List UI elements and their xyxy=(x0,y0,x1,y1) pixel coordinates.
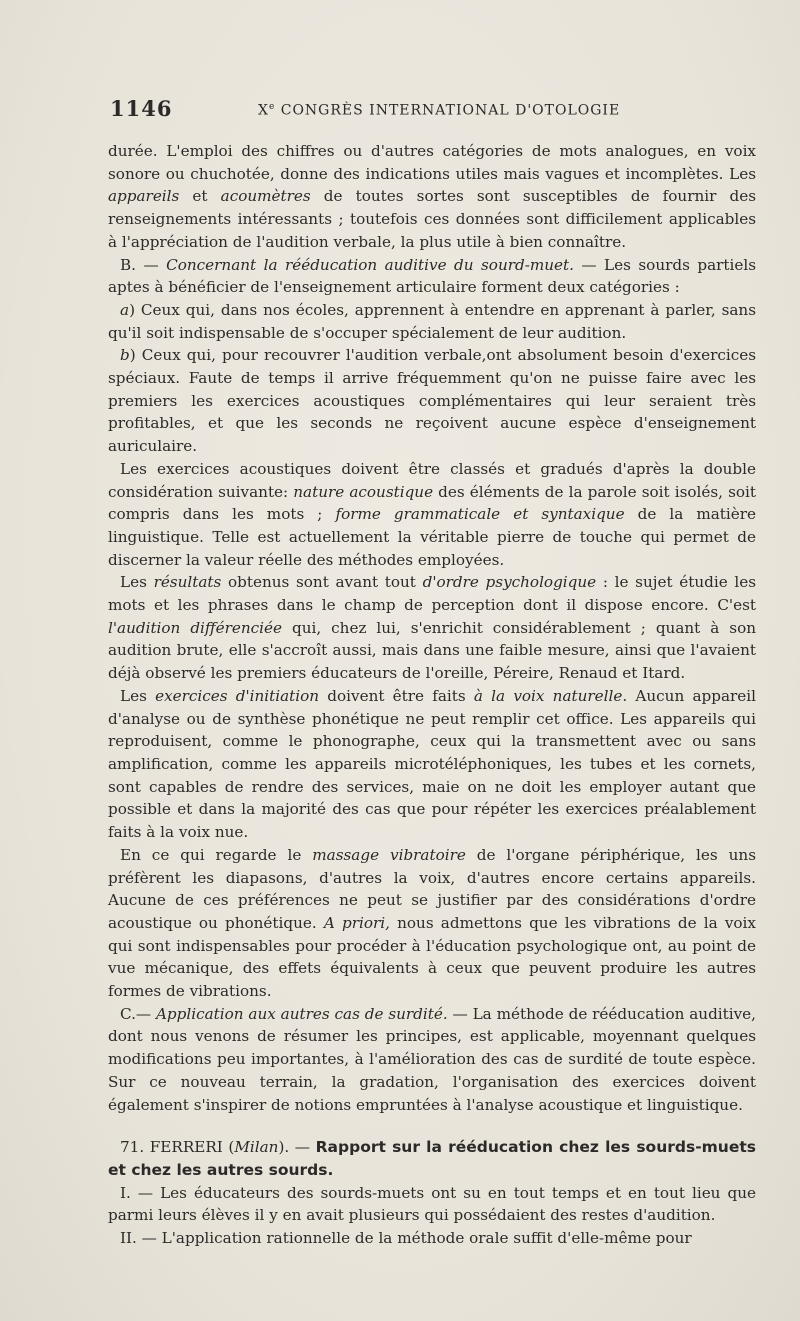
paragraph: b) Ceux qui, pour recouvrer l'audition verbale,ont absolument besoin d'exercices spéciaux. Faute de temps il arrive fréquemment qu'on ne puisse faire avec les premiers les exercices acoustiques complémentaires qui leur seraient très profitables, et que les seconds ne reçoivent aucune espèce d'enseignement auriculaire. xyxy=(108,346,756,456)
paragraph: Les exercices d'initiation doivent être faits à la voix naturelle. Aucun appareil d'analyse ou de synthèse phonétique ne peut remplir cet office. Les appareils qui reproduisent, comme le phonographe, ceux qui la transmettent avec ou sans amplification, comme les appareils microtéléphoniques, les tubes et les cornets, sont capables de rendre des services, maie on ne doit les employer autant que possible et dans la majorité des cas que pour répéter les exercices préalablement faits à la voix nue. xyxy=(108,686,756,842)
paragraph: II. — L'application rationnelle de la méthode orale suffit d'elle-même pour xyxy=(120,1229,692,1248)
paragraph: C.— Application aux autres cas de surdité. — La méthode de rééducation auditive, dont nous venons de résumer les principes, est applicable, moyennant quelques modifications peu importantes, à l'amélioration des cas de surdité de toute espèce. Sur ce nouveau terrain, la gradation, l'organisation des exercices doivent également s'inspirer de notions empruntées à l'analyse acoustique et linguistique. xyxy=(108,1004,757,1114)
paragraph: Les résultats obtenus sont avant tout d'ordre psychologique : le sujet étudie les mots et les phrases dans le champ de perception dont il dispose encore. C'est l'audition différenciée qui, chez lui, s'enrichit considérablement ; quant à son audition brute, elle s'accroît aussi, mais dans une faible mesure, ainsi que l'avaient déjà observé les premiers éducateurs de l'oreille, Péreire, Renaud et Itard. xyxy=(108,573,757,683)
running-head: Xe CONGRÈS INTERNATIONAL D'OTOLOGIE xyxy=(258,102,621,119)
section-heading: 71. FERRERI (Milan). — Rapport sur la rééducation chez les sourds-muets et chez les autres sourds. xyxy=(108,1138,756,1179)
paragraph: B. — Concernant la rééducation auditive du sourd-muet. — Les sourds partiels aptes à bénéficier de l'enseignement articulaire forment deux catégories : xyxy=(108,255,756,297)
paragraph: I. — Les éducateurs des sourds-muets ont su en tout temps et en tout lieu que parmi leurs élèves il y en avait plusieurs qui possédaient des restes d'audition. xyxy=(108,1183,756,1225)
paragraph: a) Ceux qui, dans nos écoles, apprennent à entendre en apprenant à parler, sans qu'il soit indispensable de s'occuper spécialement de leur audition. xyxy=(108,300,756,342)
paragraph: Les exercices acoustiques doivent être classés et gradués d'après la double considération suivante: nature acoustique des éléments de la parole soit isolés, soit compris dans les mots ; forme grammaticale et syntaxique de la matière linguistique. Telle est actuellement la véritable pierre de touche qui permet de discerner la valeur réelle des méthodes employées. xyxy=(108,459,757,569)
body-text xyxy=(108,140,756,1250)
page-header xyxy=(110,96,750,126)
paragraph: En ce qui regarde le massage vibratoire de l'organe périphérique, les uns préfèrent les diapasons, d'autres la voix, d'autres encore certains appareils. Aucune de ces préférences ne peut se justifier par des considérations d'ordre acoustique ou phonétique. A priori, nous admettons que les vibrations de la voix qui sont indispensables pour procéder à l'éducation psychologique ont, au point de vue mécanique, des effets équivalents à ceux que peuvent produire les autres formes de vibrations. xyxy=(108,845,756,1001)
paragraph: durée. L'emploi des chiffres ou d'autres catégories de mots analogues, en voix sonore ou chuchotée, donne des indications utiles mais vagues et incomplètes. Les appareils et acoumètres de toutes sortes sont susceptibles de fournir des renseignements intéressants ; toutefois ces données sont difficilement applicables à l'appréciation de l'audition verbale, la plus utile à bien connaître. xyxy=(108,142,757,251)
page-number: 1146 xyxy=(110,96,173,121)
